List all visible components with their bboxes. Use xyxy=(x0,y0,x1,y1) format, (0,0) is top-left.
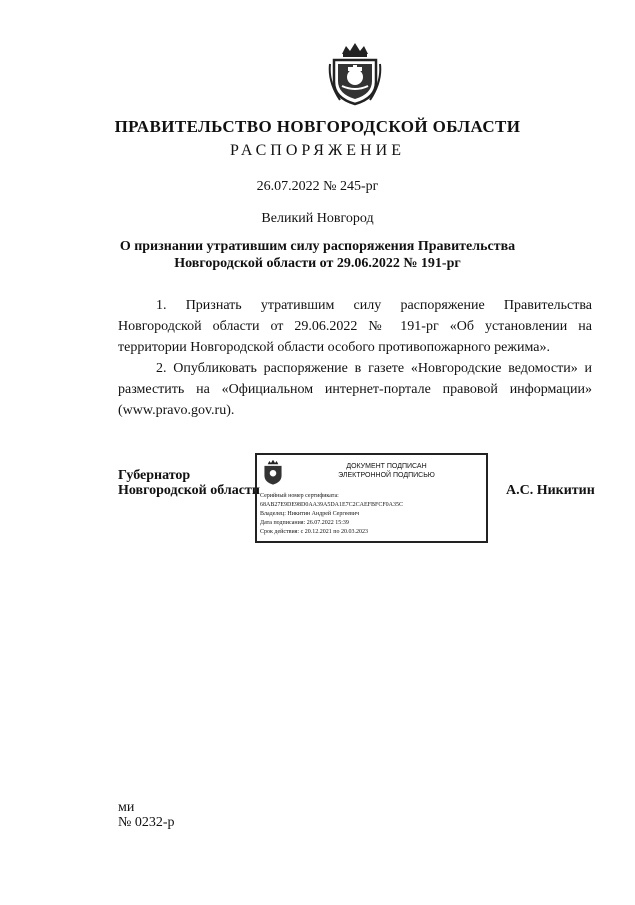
stamp-header xyxy=(289,462,484,480)
document-footer xyxy=(118,800,175,830)
position-line-1: Губернатор xyxy=(118,468,191,483)
title-line-1: О признании утратившим силу распоряжения Правительства xyxy=(119,239,516,254)
document-city: Великий Новгород xyxy=(261,211,374,226)
title-line-2: Новгородской области от 29.06.2022 № 191-рг xyxy=(174,256,461,271)
signatory-position xyxy=(118,468,260,498)
signatory-name: А.С. Никитин xyxy=(506,483,595,498)
stamp-header-line-2: ЭЛЕКТРОННОЙ ПОДПИСЬЮ xyxy=(338,472,435,479)
stamp-serial-label: Серийный номер сертификата: xyxy=(260,493,339,499)
paragraph-2: 2. Опубликовать распоряжение в газете «Новгородские ведомости» и разместить на «Официальном интернет-портале правовой информации» (www.pravo.gov.ru). xyxy=(118,361,592,418)
stamp-serial: 68AB27E9DE98D0AA39A5DA1E7C2CAEFBFCF0A35C xyxy=(260,502,404,508)
footer-initials: ми xyxy=(118,800,135,815)
document-body xyxy=(118,295,592,421)
paragraph-1: 1. Признать утратившим силу распоряжение Правительства Новгородской области от 29.06.2022 № 191-рг «Об установлении на территории Новгородской области особого противопожарного режима». xyxy=(118,298,592,355)
organization-heading: ПРАВИТЕЛЬСТВО НОВГОРОДСКОЙ ОБЛАСТИ xyxy=(114,117,521,136)
stamp-emblem-icon xyxy=(262,458,284,486)
electronic-signature-stamp xyxy=(255,453,488,543)
document-type: РАСПОРЯЖЕНИЕ xyxy=(230,142,405,159)
document-title xyxy=(0,238,635,272)
document-date-number: 26.07.2022 № 245-рг xyxy=(256,179,379,194)
coat-of-arms-emblem xyxy=(328,40,382,106)
stamp-header-line-1: ДОКУМЕНТ ПОДПИСАН xyxy=(346,463,427,470)
stamp-details xyxy=(260,492,486,537)
stamp-owner: Владелец: Никитин Андрей Сергеевич xyxy=(260,511,360,517)
footer-number: № 0232-р xyxy=(118,815,175,830)
position-line-2: Новгородской области xyxy=(118,483,260,498)
stamp-signed-date: Дата подписания: 26.07.2022 15:39 xyxy=(260,520,349,526)
stamp-validity: Срок действия: с 20.12.2021 по 20.03.2023 xyxy=(260,529,368,535)
